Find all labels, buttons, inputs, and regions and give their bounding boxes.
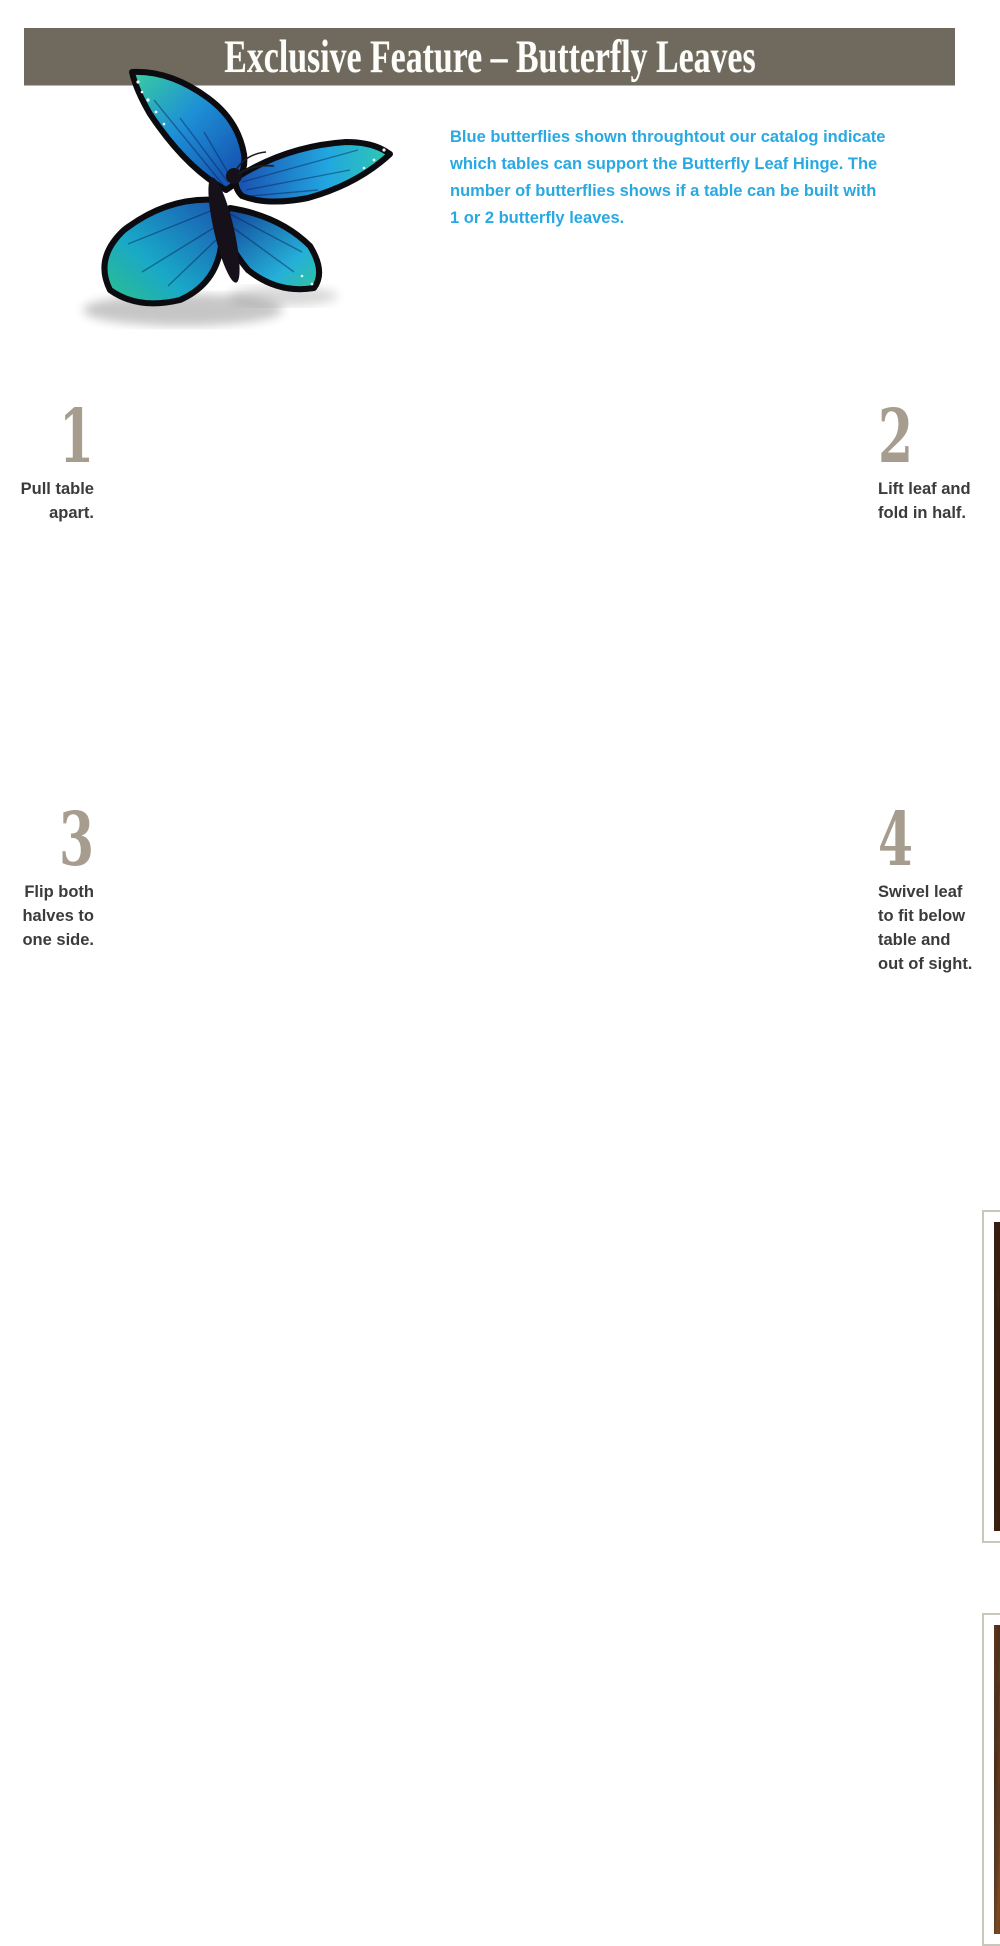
step-3-photo-frame xyxy=(982,1613,1000,1946)
table-half-plank xyxy=(994,1625,1000,1934)
intro-line: number of butterflies shows if a table can be built with xyxy=(450,182,877,200)
step-4-label: Swivel leaf to fit below table and out of sight. xyxy=(878,883,973,973)
page-title: Exclusive Feature – Butterfly Leaves xyxy=(223,30,756,83)
step-1-number: 1 xyxy=(58,394,94,480)
step-1-label: Pull table apart. xyxy=(20,480,94,522)
step-3-number: 3 xyxy=(58,797,94,883)
step-1-annotation xyxy=(6,394,94,525)
intro-line: Blue butterflies shown throughtout our catalog indicate xyxy=(450,128,886,146)
intro-line: which tables can support the Butterfly Leaf Hinge. The xyxy=(450,155,878,173)
intro-line: 1 or 2 butterfly leaves. xyxy=(450,209,625,227)
step-2-number: 2 xyxy=(878,394,914,480)
step-4-annotation xyxy=(878,797,988,976)
step-1-photo-frame xyxy=(982,1210,1000,1543)
step-2-label: Lift leaf and fold in half. xyxy=(878,480,971,522)
step-3-label: Flip both halves to one side. xyxy=(22,883,94,949)
step-2-annotation xyxy=(878,394,988,525)
step-3-photo xyxy=(994,1625,1000,1934)
step-4-number: 4 xyxy=(878,797,914,883)
intro-paragraph xyxy=(450,124,940,232)
butterfly-image xyxy=(58,48,408,343)
step-1-photo xyxy=(994,1222,1000,1531)
step-3-annotation xyxy=(6,797,94,952)
